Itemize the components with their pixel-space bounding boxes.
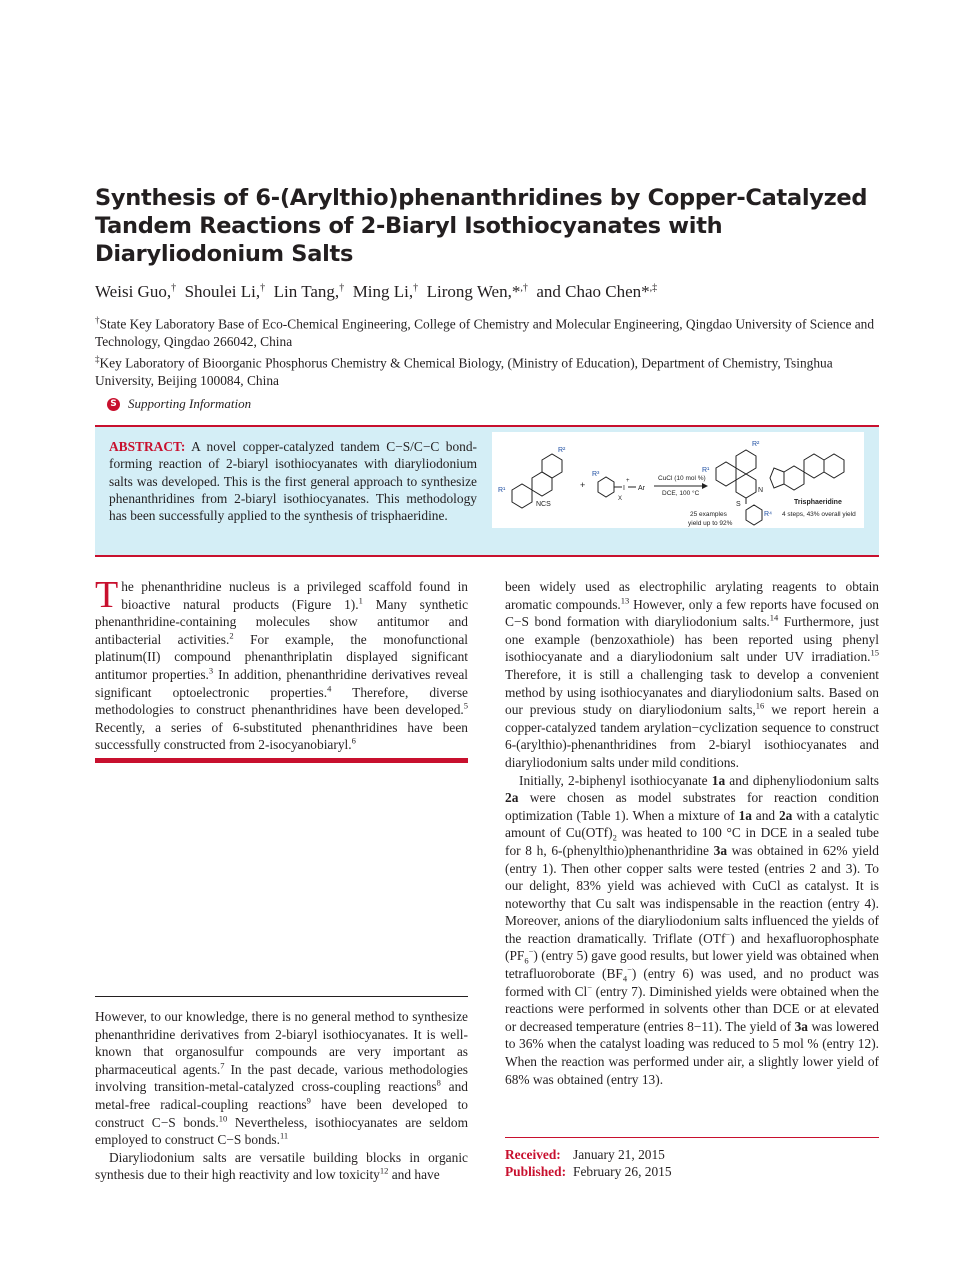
conditions-top: CuCl (10 mol %): [658, 475, 706, 482]
paragraph: Initially, 2-biphenyl isothiocyanate 1a and diphenyliodonium salts 2a were chosen as model substrates for reaction condition optimization (Table 1). When a mixture of 1a and 2a with a catalytic amount of $Cu(OTf)_2$ was heated to 100 °C in DCE in a sealed tube for 8 h, 6-(phenylthio)phenanthridine 3a was obtained in 62% yield (entry 1). Then other copper salts were tested (entries 2 and 3). To our delight, 83% yield was achieved with CuCl as catalyst. It is noteworthy that Cu salt was indispensable in the reaction (entry 4). Moreover, anions of the diaryliodonium salts influenced the yields of the reaction dramatically. Triflate (OTf−) and hexafluorophosphate $(PF_6^-)$ (entry 5) gave good results, but lower yield was obtained when tetrafluoroborate $(BF_4^-)$ (entry 6) was used, and no product was formed with Cl− (entry 7). Diminished yields were obtained when the reactions were performed in solvents other than DCE or at elevated or decreased temperature (entries 8−11). The yield of 3a was lowered to 36% when the catalyst loading was reduced to 5 mol % (entry 12). When the reaction was performed under air, a slightly lower yield of 68% was obtained (entry 13).: [505, 772, 880, 1087]
nitrogen-label: N: [758, 487, 764, 494]
published-label: Published:: [505, 1164, 567, 1179]
abstract-body: A novel copper-catalyzed tandem C−S/C−C bond-forming reaction of 2-biaryl isothiocyanates with diaryliodonium salts was developed. This is the first general approach to synthesize phenanthridines from 2-biaryl isothiocyanates. This methodology has been successfully applied to the synthesis of trisphaeridine.: [109, 439, 478, 524]
author[interactable]: Ming Li,†: [352, 281, 419, 301]
right-column: [505, 578, 879, 1088]
article-title: Synthesis of 6-(Arylthio)phenanthridines by Copper-Catalyzed Tandem Reactions of 2-Biaryl Isothiocyanates with Diaryliodonium Salts: [95, 185, 868, 267]
paragraph: been widely used as electrophilic arylating reagents to obtain aromatic compounds.$^{13}$ However, only a few reports have focused on C−S bond formation with diaryliodonium salts.$^{14}$ Furthermore, just one example (benzoxathiole) has been reported using phenyl isothiocyanate and a diaryliodonium salt under UV irradiation.$^{15}$ Therefore, it is still a challenging task to develop a convenient method by using isothiocyanates and diaryliodonium salts. Based on our previous study on diaryliodonium salts,$^{16}$ we report herein a copper-catalyzed tandem arylation−cyclization sequence to construct 6-(arylthio)-phenanthridines from 2-biaryl isothiocyanates and diaryliodonium salts under mild conditions.: [505, 579, 879, 770]
trisphaeridine-name: Trisphaeridine: [794, 499, 842, 506]
paragraph: However, to our knowledge, there is no general method to synthesize phenanthridine derivatives from 2-biaryl isothiocyanates. It is well-known that organosulfur compounds are very important as pharmaceutical agents.$^7$ In the past decade, various methodologies involving transition-metal-catalyzed cross-coupling reactions$^8$ and metal-free radical-coupling reactions$^9$ have been developed to construct C−S bonds.$^{10}$ Nevertheless, isothiocyanates are seldom employed to construct C−S bonds.$^{11}$: [95, 1009, 469, 1148]
iodine-label: I: [623, 485, 625, 492]
author[interactable]: Lin Tang,†: [273, 281, 345, 301]
trisphaeridine-steps: 4 steps, 43% overall yield: [782, 511, 856, 518]
conditions-bottom: DCE, 100 °C: [662, 490, 700, 497]
dates-rule: [505, 1137, 879, 1138]
substrate-biaryl-isothiocyanate: [512, 454, 562, 508]
abstract-label: ABSTRACT:: [109, 439, 186, 454]
author[interactable]: Weisi Guo,†: [95, 281, 177, 301]
sulfur-label: S: [736, 501, 741, 508]
published-date: [505, 1163, 672, 1180]
published-value: February 26, 2015: [573, 1164, 672, 1179]
plus-sign: +: [580, 480, 586, 490]
figure-end-rule: [95, 996, 468, 997]
toc-graphic: [492, 432, 864, 528]
figure-placeholder-rule: [95, 758, 468, 763]
supporting-information-link[interactable]: [107, 396, 251, 412]
r3-label: R³: [592, 471, 600, 478]
examples-label: 25 examples: [690, 511, 727, 518]
received-value: January 21, 2015: [573, 1147, 665, 1162]
author[interactable]: Shoulei Li,†: [184, 281, 266, 301]
affiliation-2: ‡Key Laboratory of Bioorganic Phosphorus Chemistry & Chemical Biology, (Ministry of Education), Department of Chemistry, Tsinghua University, Beijing 100084, China: [95, 354, 833, 388]
ncs-label: NCS: [536, 501, 551, 508]
abstract-text: [109, 438, 477, 524]
author[interactable]: Lirong Wen,*,†: [426, 281, 528, 301]
arrow-head: [702, 483, 708, 489]
author-list: [95, 276, 895, 304]
received-label: Received:: [505, 1147, 561, 1162]
product-r1-label: R¹: [702, 467, 710, 474]
charge-label: +: [626, 478, 630, 484]
trisphaeridine-structure: [770, 454, 844, 490]
yield-label: yield up to 92%: [688, 520, 733, 527]
author[interactable]: and Chao Chen*,‡: [536, 281, 658, 301]
received-date: [505, 1146, 665, 1163]
counterion-label: X: [618, 496, 623, 502]
ar-label: Ar: [638, 485, 645, 492]
paragraph: he phenanthridine nucleus is a privileged scaffold found in bioactive natural products (Figure 1).$^1$ Many synthetic phenanthridine-containing molecules show antitumor and antibacterial activities.$^2$ For example, the monofunctional platinum(II) compound phenanthriplatin displayed significant antitumor properties.$^3$ In addition, phenanthridine derivatives reveal significant optoelectronic properties.$^4$ Therefore, diverse methodologies to construct phenanthridines have been developed.$^5$ Recently, a series of 6-substituted phenanthridines have been successfully constructed from 2-isocyanobiaryl.$^6$: [95, 579, 469, 753]
r4-label: R⁴: [764, 511, 773, 518]
supporting-info-label: Supporting Information: [128, 396, 252, 411]
product-r2-label: R²: [752, 441, 760, 448]
affiliation-1: †State Key Laboratory Base of Eco-Chemical Engineering, College of Chemistry and Molecular Engineering, Qingdao University of Science and Technology, Qingdao 266042, China: [95, 315, 875, 349]
r1-label: R¹: [498, 487, 506, 494]
diaryliodonium-salt: [598, 477, 636, 497]
supporting-info-icon: S: [107, 398, 120, 411]
left-column-bottom: [95, 1008, 468, 1184]
paragraph: Diaryliodonium salts are versatile building blocks in organic synthesis due to their high reactivity and low toxicity$^{12}$ and have: [95, 1149, 468, 1183]
drop-cap: T: [95, 574, 119, 616]
r2-label: R²: [558, 447, 566, 454]
left-column-top: [95, 574, 469, 754]
